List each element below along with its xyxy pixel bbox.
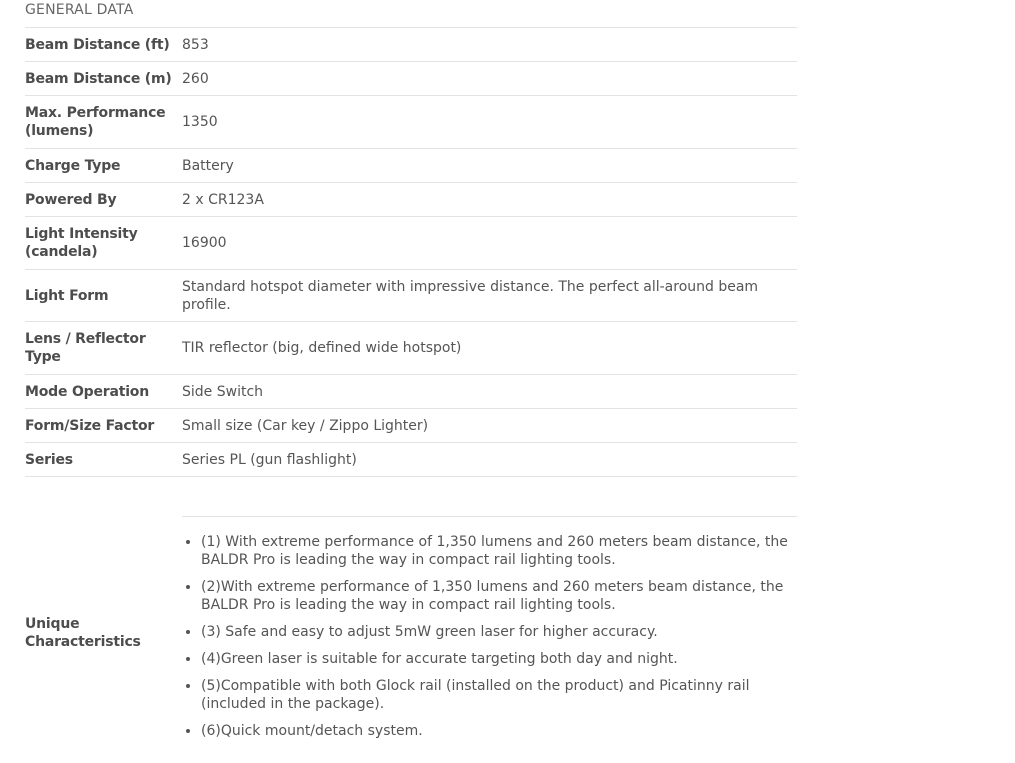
spec-row-powered-by xyxy=(25,183,797,217)
spec-value: Series PL (gun flashlight) xyxy=(182,443,797,477)
spec-label: Light Intensity (candela) xyxy=(25,217,182,270)
spec-value: 16900 xyxy=(182,217,797,270)
spec-value: 2 x CR123A xyxy=(182,183,797,217)
spec-row-mode-operation xyxy=(25,375,797,409)
spec-label: Unique Characteristics xyxy=(25,477,182,763)
list-item: • (1) With extreme performance of 1,350 lumens and 260 meters beam distance, the BALDR Pro is leading the way in compact rail lighting tools. xyxy=(201,533,797,569)
spec-value xyxy=(182,477,797,763)
characteristics-list xyxy=(182,533,797,740)
spec-label: Charge Type xyxy=(25,149,182,183)
spec-value: TIR reflector (big, defined wide hotspot) xyxy=(182,322,797,375)
spec-value: 853 xyxy=(182,28,797,62)
spec-label: Beam Distance (m) xyxy=(25,62,182,96)
list-item: • (4)Green laser is suitable for accurate targeting both day and night. xyxy=(201,650,797,668)
spec-value: 1350 xyxy=(182,96,797,149)
spec-row-charge-type xyxy=(25,149,797,183)
spec-value: Side Switch xyxy=(182,375,797,409)
spec-table xyxy=(25,28,797,763)
list-item: • (5)Compatible with both Glock rail (installed on the product) and Picatinny rail (included in the package). xyxy=(201,677,797,713)
spec-value: Small size (Car key / Zippo Lighter) xyxy=(182,409,797,443)
spec-row-light-intensity xyxy=(25,217,797,270)
list-item: • (6)Quick mount/detach system. xyxy=(201,722,797,740)
spec-row-lens-reflector xyxy=(25,322,797,375)
spec-section xyxy=(25,0,797,763)
spec-row-light-form xyxy=(25,270,797,322)
spec-label: Powered By xyxy=(25,183,182,217)
spec-row-series xyxy=(25,443,797,477)
spec-label: Mode Operation xyxy=(25,375,182,409)
spec-label: Beam Distance (ft) xyxy=(25,28,182,62)
spec-row-unique-characteristics xyxy=(25,477,797,763)
spec-row-form-size xyxy=(25,409,797,443)
spec-label: Series xyxy=(25,443,182,477)
spec-row-beam-distance-m xyxy=(25,62,797,96)
spec-label: Lens / Reflector Type xyxy=(25,322,182,375)
characteristics-box xyxy=(182,516,797,740)
section-title: GENERAL DATA xyxy=(25,0,797,28)
spec-row-beam-distance-ft xyxy=(25,28,797,62)
spec-label: Max. Performance (lumens) xyxy=(25,96,182,149)
spec-value: 260 xyxy=(182,62,797,96)
spec-label: Form/Size Factor xyxy=(25,409,182,443)
list-item: • (3) Safe and easy to adjust 5mW green laser for higher accuracy. xyxy=(201,623,797,641)
spec-row-max-performance xyxy=(25,96,797,149)
spec-value: Standard hotspot diameter with impressive distance. The perfect all-around beam profile. xyxy=(182,270,797,322)
spec-label: Light Form xyxy=(25,270,182,322)
spec-value: Battery xyxy=(182,149,797,183)
list-item: • (2)With extreme performance of 1,350 lumens and 260 meters beam distance, the BALDR Pro is leading the way in compact rail lighting tools. xyxy=(201,578,797,614)
